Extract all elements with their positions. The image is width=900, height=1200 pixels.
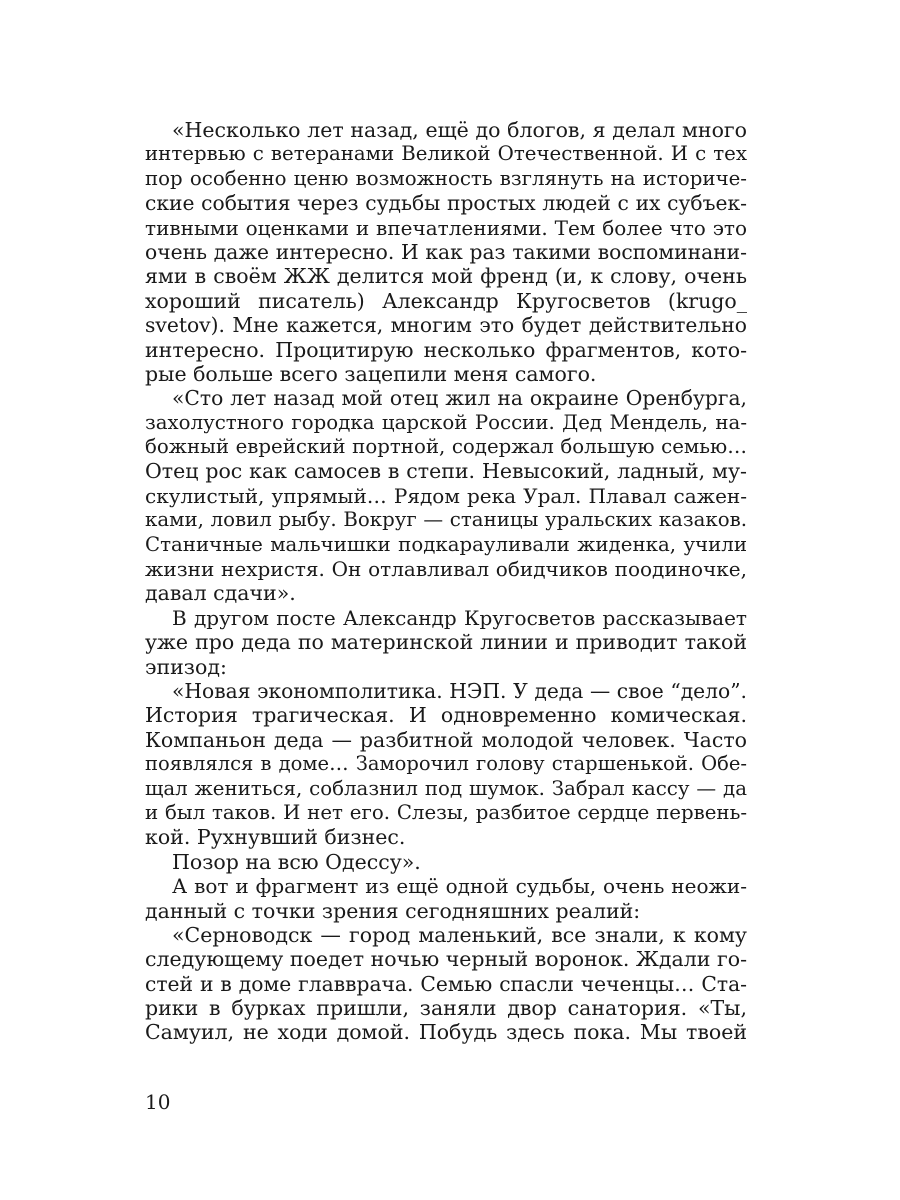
text-line: данный с точки зрения сегодняшних реалий:	[145, 898, 641, 923]
text-line: следующему поедет ночью черный воронок. Ждали го-	[145, 947, 747, 972]
text-line: появлялся в доме… Заморочил голову старшенькой. Обе-	[145, 752, 747, 776]
text-line: тивными оценками и впечатлениями. Тем более что это	[145, 215, 747, 240]
text-line: Отец рос как самосев в степи. Невысокий, ладный, му-	[145, 459, 747, 484]
text-line: Позор на всю Одессу».	[172, 849, 421, 874]
text-line: эпизод:	[145, 654, 227, 679]
text-line: ями в своём ЖЖ делится мой френд (и, к слову, очень	[145, 264, 747, 289]
text-line: давал сдачи».	[145, 581, 296, 606]
text-line: и был таков. И нет его. Слезы, разбитое сердце первень-	[145, 800, 747, 824]
text-line: А вот и фрагмент из ещё одной судьбы, очень неожи-	[172, 874, 747, 899]
text-line: очень даже интересно. И как раз такими воспоминани-	[145, 239, 747, 264]
text-line: ками, ловил рыбу. Вокруг — станицы уральских казаков.	[145, 508, 747, 532]
text-line: пор особенно ценю возможность взглянуть на историче-	[145, 166, 747, 190]
text-line: Станичные мальчишки подкарауливали жиденка, учили	[145, 532, 747, 556]
text-line: скулистый, упрямый… Рядом река Урал. Плавал сажен-	[145, 483, 747, 508]
text-line: жизни нехристя. Он отлавливал обидчиков поодиночке,	[145, 557, 747, 582]
text-line: «Серноводск — город маленький, все знали, к кому	[172, 922, 747, 947]
text-line: svetov). Мне кажется, многим это будет действительно	[145, 313, 747, 338]
text-line: божный еврейский портной, содержал большую семью…	[145, 435, 747, 459]
text-line: «Сто лет назад мой отец жил на окраине Оренбурга,	[172, 386, 747, 411]
text-line: История трагическая. И одновременно комическая.	[145, 703, 747, 728]
page-text	[145, 118, 747, 1045]
text-line: рики в бурках пришли, заняли двор санатория. «Ты,	[145, 996, 747, 1021]
text-line: интервью с ветеранами Великой Отечественной. И с тех	[145, 142, 747, 166]
text-line: интересно. Процитирую несколько фрагментов, кото-	[145, 337, 747, 362]
text-line: кой. Рухнувший бизнес.	[145, 825, 406, 850]
text-line: В другом посте Александр Кругосветов рассказывает	[172, 605, 747, 630]
text-line: стей и в доме главврача. Семью спасли чеченцы… Ста-	[145, 971, 747, 996]
text-line: «Несколько лет назад, ещё до блогов, я делал много	[172, 118, 747, 142]
text-line: щал жениться, соблазнил под шумок. Забрал кассу — да	[145, 776, 747, 800]
text-line: уже про деда по материнской линии и приводит такой	[145, 630, 747, 655]
text-line: хороший писатель) Александр Кругосветов (krugo_	[145, 288, 747, 313]
page-number: 10	[145, 1090, 171, 1114]
text-line: Самуил, не ходи домой. Побудь здесь пока. Мы твоей	[145, 1020, 747, 1045]
text-line: рые больше всего зацепили меня самого.	[145, 361, 597, 386]
text-line: «Новая экономполитика. НЭП. У деда — свое “дело”.	[172, 678, 747, 703]
text-line: Компаньон деда — разбитной молодой человек. Часто	[145, 727, 747, 752]
text-line: ские события через судьбы простых людей с их субъек-	[145, 191, 747, 216]
text-line: захолустного городка царской России. Дед Мендель, на-	[145, 410, 747, 434]
